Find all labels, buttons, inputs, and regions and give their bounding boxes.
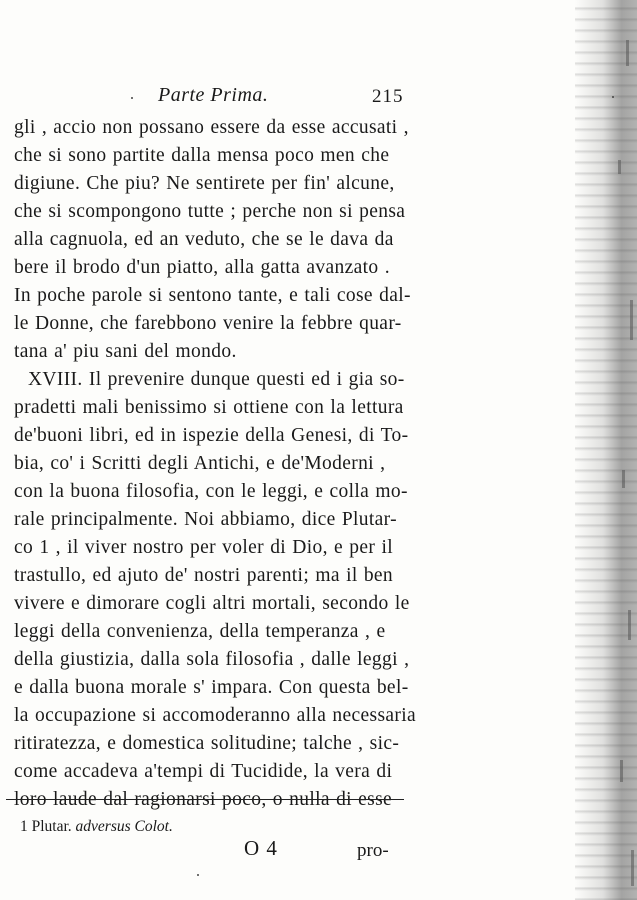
catchword: pro- [357,840,389,861]
footnote [20,818,173,836]
text-line: che si sono partite dalla mensa poco men che [14,145,390,166]
text-line: vivere e dimorare cogli altri mortali, secondo le [14,593,410,614]
text-line: leggi della convenienza, della temperanza , e [14,621,386,642]
footnote-work: adversus Colot. [75,818,173,835]
text-line: ritiratezza, e domestica solitudine; talche , sic- [14,733,400,754]
text-line: bia, co' i Scritti degli Antichi, e de'Moderni , [14,453,386,474]
text-line: bere il brodo d'un piatto, alla gatta avanzato . [14,257,390,278]
text-line: la occupazione si accomoderanno alla necessaria [14,705,417,726]
text-line: In poche parole si sentono tante, e tali cose dal- [14,285,411,306]
edge-mark [618,160,621,174]
text-line: con la buona filosofia, con le leggi, e colla mo- [14,481,408,502]
text-line: che si scompongono tutte ; perche non si pensa [14,201,406,222]
section-start-line: XVIII. Il prevenire dunque questi ed i gia so- [28,369,405,390]
edge-mark [626,40,629,66]
edge-mark [628,610,631,640]
edge-mark [620,760,623,782]
footnote-marker: 1 [20,818,28,835]
text-line: co 1 , il viver nostro per voler di Dio, e per il [14,537,393,558]
footnote-author: Plutar. [31,818,72,835]
text-line: pradetti mali benissimo si ottiene con la lettura [14,397,404,418]
text-line: loro laude dal ragionarsi poco, o nulla di esse [14,789,393,810]
page-number: 215 [372,86,404,107]
text-line: gli , accio non possano essere da esse accusati , [14,117,409,138]
edge-mark [631,850,634,886]
text-line: digiune. Che piu? Ne sentirete per fin' alcune, [14,173,395,194]
text-line: le Donne, che farebbono venire la febbre quar- [14,313,402,334]
text-line: della giustizia, dalla sola filosofia , dalle leggi , [14,649,410,670]
running-head: Parte Prima. [158,84,269,106]
signature-mark: O 4 [244,836,278,860]
text-line: trastullo, ed ajuto de' nostri parenti; ma il ben [14,565,394,586]
ink-speck [612,96,614,98]
text-line: tana a' piu sani del mondo. [14,341,237,362]
ink-speck [197,874,199,876]
text-line: e dalla buona morale s' impara. Con questa bel- [14,677,409,698]
footnote-rule [6,799,404,800]
edge-mark [630,300,633,340]
page-edge-shadow [575,0,637,900]
page-header [0,80,637,110]
text-line: alla cagnuola, ed an veduto, che se le dava da [14,229,394,250]
text-line: de'buoni libri, ed in ispezie della Genesi, di To- [14,425,409,446]
text-line: rale principalmente. Noi abbiamo, dice Plutar- [14,509,397,530]
edge-mark [622,470,625,488]
text-line: come accadeva a'tempi di Tucidide, la vera di [14,761,393,782]
ink-speck [131,97,133,99]
